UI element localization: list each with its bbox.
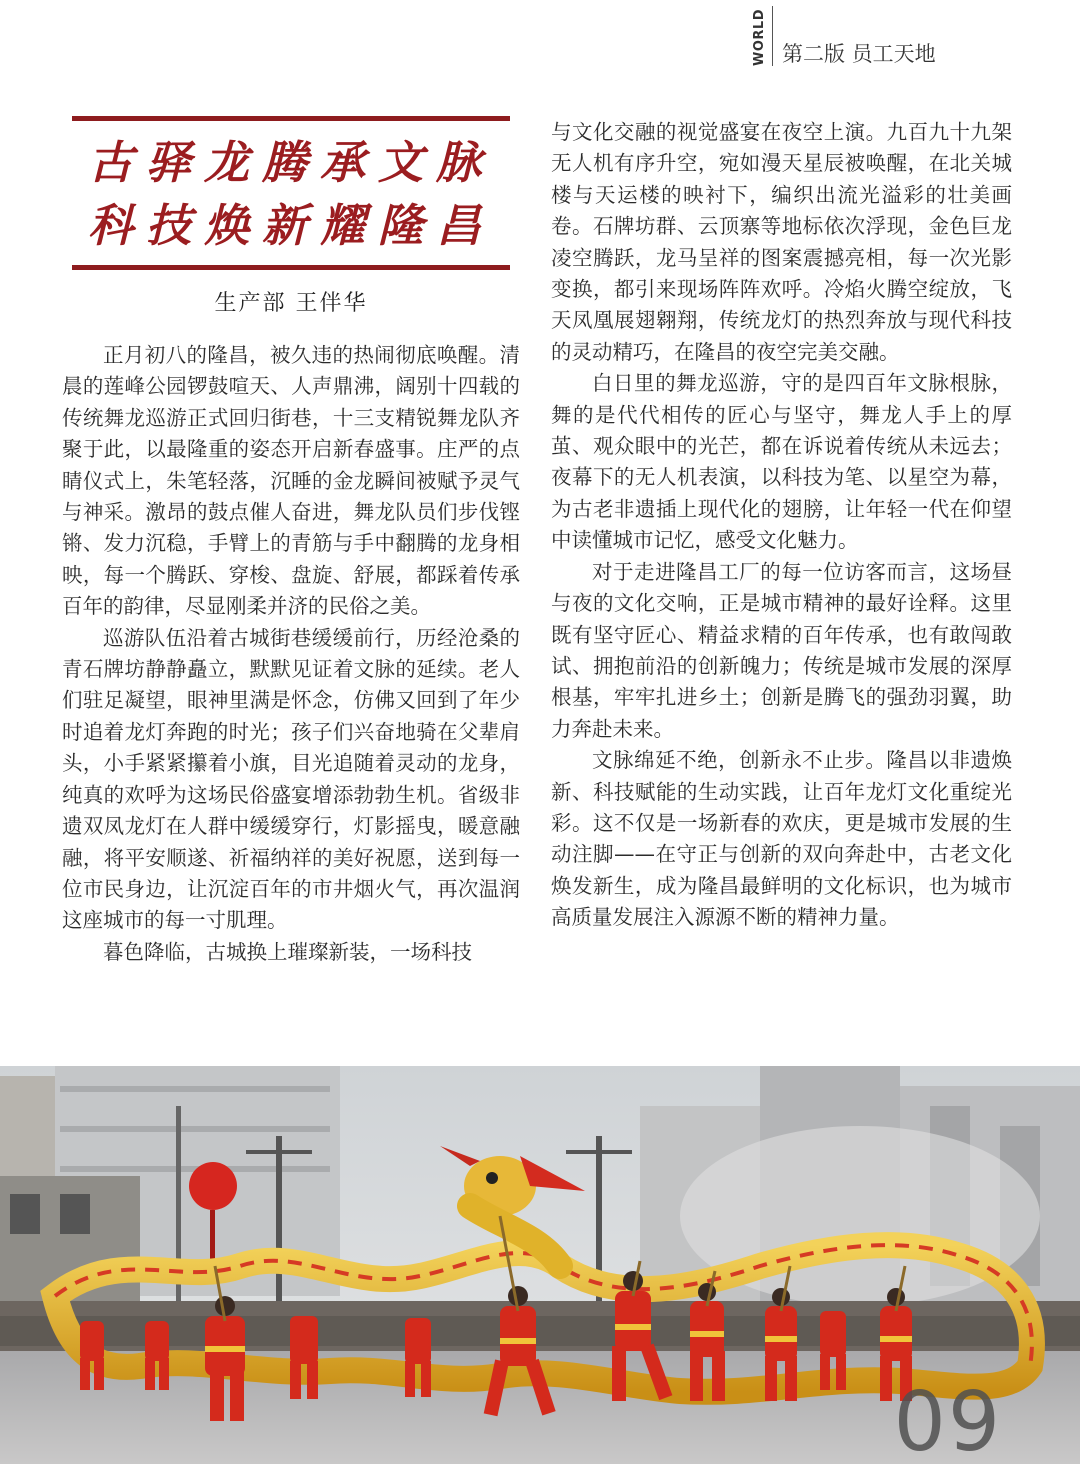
title-line-1: 古驿龙腾承文脉	[87, 136, 494, 189]
paragraph: 白日里的舞龙巡游，守的是四百年文脉根脉，舞的是代代相传的匠心与坚守，舞龙人手上的厚茧、观众眼中的光芒，都在诉说着传统从未远去；夜幕下的无人机表演，以科技为笔、以星空为幕，为古老非遗插上现代化的翅膀，让年轻一代在仰望中读懂城市记忆，感受文化魅力。	[551, 371, 1012, 553]
title-line-2: 科技焕新耀隆昌	[87, 199, 494, 252]
world-label: WORLD	[751, 8, 767, 66]
page-header	[748, 0, 1080, 70]
paragraph: 巡游队伍沿着古城街巷缓缓前行，历经沧桑的青石牌坊静静矗立，默默见证着文脉的延续。老人们驻足凝望，眼神里满是怀念，仿佛又回到了年少时追着龙灯奔跑的时光；孩子们兴奋地骑在父辈肩头，小手紧紧攥着小旗，目光追随着灵动的龙身，纯真的欢呼为这场民俗盛宴增添勃勃生机。省级非遗双凤龙灯在人群中缓缓穿行，灯影摇曳，暖意融融，将平安顺遂、祈福纳祥的美好祝愿，送到每一位市民身边，让沉淀百年的市井烟火气，再次温润这座城市的每一寸肌理。	[62, 625, 520, 933]
page-number: 09	[893, 1375, 1002, 1464]
paragraph: 正月初八的隆昌，被久违的热闹彻底唤醒。清晨的莲峰公园锣鼓喧天、人声鼎沸，阔别十四载的传统舞龙巡游正式回归街巷，十三支精锐舞龙队齐聚于此，以最隆重的姿态开启新春盛事。庄严的点睛仪式上，朱笔轻落，沉睡的金龙瞬间被赋予灵气与神采。激昂的鼓点催人奋进，舞龙队员们步伐铿锵、发力沉稳，手臂上的青筋与手中翻腾的龙身相映，每一个腾跃、穿梭、盘旋、舒展，都踩着传承百年的韵律，尽显刚柔并济的民俗之美。	[62, 343, 520, 619]
paragraph: 暮色降临，古城换上璀璨新装，一场科技	[103, 939, 472, 964]
header-divider	[772, 6, 773, 66]
paragraph: 文脉绵延不绝，创新永不止步。隆昌以非遗焕新、科技赋能的生动实践，让百年龙灯文化重绽光彩。这不仅是一场新春的欢庆，更是城市发展的生动注脚——在守正与创新的双向奔赴中，古老文化焕发新生，成为隆昌最鲜明的文化标识，也为城市高质量发展注入源源不断的精神力量。	[551, 748, 1012, 930]
byline: 生产部 王伴华	[214, 291, 368, 316]
title-bottom-rule	[72, 265, 510, 270]
article-title-block	[72, 116, 510, 270]
left-column	[62, 340, 520, 968]
section-label: 第二版 员工天地	[782, 42, 936, 66]
paragraph: 对于走进隆昌工厂的每一位访客而言，这场昼与夜的文化交响，正是城市精神的最好诠释。这里既有坚守匠心、精益求精的百年传承，也有敢闯敢试、拥抱前沿的创新魄力；传统是城市发展的深厚根基，牢牢扎进乡土；创新是腾飞的强劲羽翼，助力奔赴未来。	[551, 559, 1012, 741]
right-column	[551, 117, 1012, 934]
paragraph-continuation: 与文化交融的视觉盛宴在夜空上演。九百九十九架无人机有序升空，宛如漫天星辰被唤醒，在北关城楼与天运楼的映衬下，编织出流光溢彩的壮美画卷。石牌坊群、云顶寨等地标依次浮现，金色巨龙凌空腾跃，龙马呈祥的图案震撼亮相，每一次光影变换，都引来现场阵阵欢呼。冷焰火腾空绽放，飞天凤凰展翅翱翔，传统龙灯的热烈奔放与现代科技的灵动精巧，在隆昌的夜空完美交融。	[551, 120, 1012, 364]
